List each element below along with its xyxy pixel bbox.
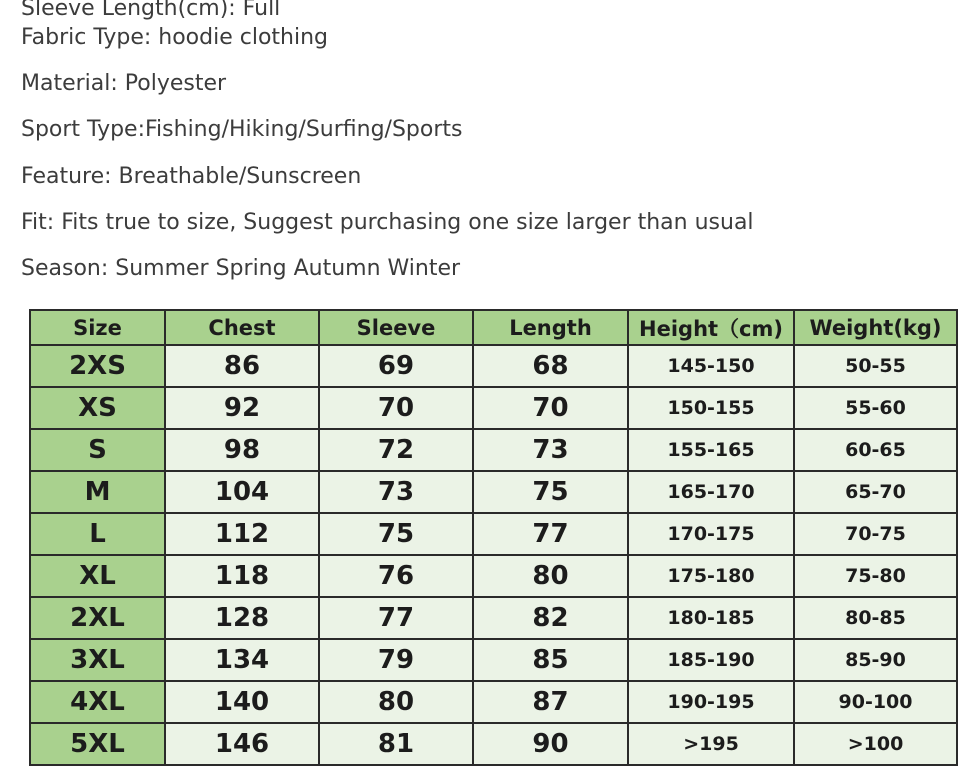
size-cell: 2XS xyxy=(30,345,165,387)
size-cell: 2XL xyxy=(30,597,165,639)
sleeve-cell: 76 xyxy=(319,555,473,597)
sleeve-cell: 81 xyxy=(319,723,473,765)
chest-cell: 104 xyxy=(165,471,319,513)
spec-material: Material: Polyester xyxy=(21,71,227,96)
table-body xyxy=(30,345,957,765)
size-cell: S xyxy=(30,429,165,471)
height-cell: 155-165 xyxy=(628,429,794,471)
chest-cell: 134 xyxy=(165,639,319,681)
length-cell: 87 xyxy=(473,681,628,723)
length-cell: 90 xyxy=(473,723,628,765)
weight-cell: 55-60 xyxy=(794,387,957,429)
header-length: Length xyxy=(473,310,628,345)
size-cell: XS xyxy=(30,387,165,429)
length-cell: 75 xyxy=(473,471,628,513)
chest-cell: 140 xyxy=(165,681,319,723)
weight-cell: 85-90 xyxy=(794,639,957,681)
height-cell: 165-170 xyxy=(628,471,794,513)
header-height: Height（cm) xyxy=(628,310,794,345)
sleeve-cell: 75 xyxy=(319,513,473,555)
table-row xyxy=(30,681,957,723)
size-cell: 4XL xyxy=(30,681,165,723)
size-chart-table xyxy=(29,309,958,766)
weight-cell: 65-70 xyxy=(794,471,957,513)
spec-feature: Feature: Breathable/Sunscreen xyxy=(21,164,362,189)
spec-fit: Fit: Fits true to size, Suggest purchasing one size larger than usual xyxy=(21,210,754,235)
table-row xyxy=(30,513,957,555)
length-cell: 73 xyxy=(473,429,628,471)
spec-sleeve-length: Sleeve Length(cm): Full xyxy=(21,0,281,21)
sleeve-cell: 80 xyxy=(319,681,473,723)
height-cell: 180-185 xyxy=(628,597,794,639)
chest-cell: 118 xyxy=(165,555,319,597)
chest-cell: 86 xyxy=(165,345,319,387)
sleeve-cell: 79 xyxy=(319,639,473,681)
sleeve-cell: 73 xyxy=(319,471,473,513)
height-cell: 185-190 xyxy=(628,639,794,681)
header-size: Size xyxy=(30,310,165,345)
chest-cell: 128 xyxy=(165,597,319,639)
size-cell: L xyxy=(30,513,165,555)
height-cell: >195 xyxy=(628,723,794,765)
length-cell: 85 xyxy=(473,639,628,681)
size-cell: XL xyxy=(30,555,165,597)
weight-cell: 75-80 xyxy=(794,555,957,597)
table-row xyxy=(30,555,957,597)
sleeve-cell: 72 xyxy=(319,429,473,471)
height-cell: 170-175 xyxy=(628,513,794,555)
height-cell: 150-155 xyxy=(628,387,794,429)
weight-cell: 80-85 xyxy=(794,597,957,639)
weight-cell: 70-75 xyxy=(794,513,957,555)
spec-season: Season: Summer Spring Autumn Winter xyxy=(21,256,461,281)
table-row xyxy=(30,345,957,387)
sleeve-cell: 69 xyxy=(319,345,473,387)
length-cell: 70 xyxy=(473,387,628,429)
header-sleeve: Sleeve xyxy=(319,310,473,345)
height-cell: 190-195 xyxy=(628,681,794,723)
size-cell: M xyxy=(30,471,165,513)
length-cell: 80 xyxy=(473,555,628,597)
size-cell: 3XL xyxy=(30,639,165,681)
table-row xyxy=(30,387,957,429)
chest-cell: 98 xyxy=(165,429,319,471)
header-chest: Chest xyxy=(165,310,319,345)
chest-cell: 112 xyxy=(165,513,319,555)
table-row xyxy=(30,723,957,765)
chest-cell: 92 xyxy=(165,387,319,429)
weight-cell: 60-65 xyxy=(794,429,957,471)
table-row xyxy=(30,597,957,639)
length-cell: 82 xyxy=(473,597,628,639)
sleeve-cell: 77 xyxy=(319,597,473,639)
spec-fabric-type: Fabric Type: hoodie clothing xyxy=(21,25,328,50)
weight-cell: 90-100 xyxy=(794,681,957,723)
table-header-row xyxy=(30,310,957,345)
sleeve-cell: 70 xyxy=(319,387,473,429)
table-row xyxy=(30,471,957,513)
spec-sport-type: Sport Type:Fishing/Hiking/Surfing/Sports xyxy=(21,117,463,142)
weight-cell: >100 xyxy=(794,723,957,765)
table-row xyxy=(30,639,957,681)
size-cell: 5XL xyxy=(30,723,165,765)
weight-cell: 50-55 xyxy=(794,345,957,387)
chest-cell: 146 xyxy=(165,723,319,765)
table-row xyxy=(30,429,957,471)
height-cell: 145-150 xyxy=(628,345,794,387)
height-cell: 175-180 xyxy=(628,555,794,597)
header-weight: Weight(kg) xyxy=(794,310,957,345)
length-cell: 68 xyxy=(473,345,628,387)
length-cell: 77 xyxy=(473,513,628,555)
